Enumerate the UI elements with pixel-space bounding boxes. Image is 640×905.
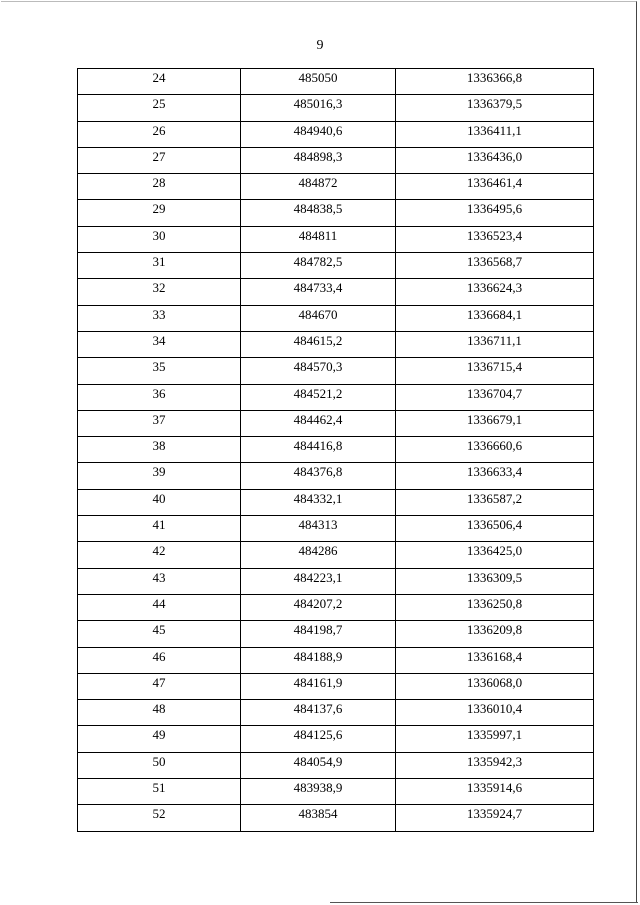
x-coordinate-cell: 484198,7 — [241, 621, 396, 647]
coordinates-table — [77, 68, 594, 832]
y-coordinate-cell: 1336461,4 — [396, 174, 594, 200]
y-coordinate-cell: 1336715,4 — [396, 358, 594, 384]
table-row — [78, 147, 594, 173]
table-row — [78, 516, 594, 542]
x-coordinate-cell: 484223,1 — [241, 568, 396, 594]
point-number-cell: 42 — [78, 542, 241, 568]
x-coordinate-cell: 484286 — [241, 542, 396, 568]
y-coordinate-cell: 1336250,8 — [396, 594, 594, 620]
point-number-cell: 33 — [78, 305, 241, 331]
y-coordinate-cell: 1336209,8 — [396, 621, 594, 647]
x-coordinate-cell: 484872 — [241, 174, 396, 200]
point-number-cell: 47 — [78, 673, 241, 699]
y-coordinate-cell: 1336704,7 — [396, 384, 594, 410]
y-coordinate-cell: 1336633,4 — [396, 463, 594, 489]
x-coordinate-cell: 484811 — [241, 226, 396, 252]
table-row — [78, 489, 594, 515]
y-coordinate-cell: 1336425,0 — [396, 542, 594, 568]
y-coordinate-cell: 1336506,4 — [396, 516, 594, 542]
page-bottom-edge — [330, 902, 638, 903]
coordinates-table-body — [78, 69, 594, 832]
point-number-cell: 52 — [78, 805, 241, 831]
table-row — [78, 200, 594, 226]
y-coordinate-cell: 1336587,2 — [396, 489, 594, 515]
x-coordinate-cell: 484782,5 — [241, 253, 396, 279]
point-number-cell: 49 — [78, 726, 241, 752]
y-coordinate-cell: 1336168,4 — [396, 647, 594, 673]
table-row — [78, 752, 594, 778]
point-number-cell: 28 — [78, 174, 241, 200]
point-number-cell: 27 — [78, 147, 241, 173]
y-coordinate-cell: 1336711,1 — [396, 331, 594, 357]
point-number-cell: 43 — [78, 568, 241, 594]
table-row — [78, 69, 594, 95]
x-coordinate-cell: 484615,2 — [241, 331, 396, 357]
point-number-cell: 45 — [78, 621, 241, 647]
x-coordinate-cell: 484161,9 — [241, 673, 396, 699]
x-coordinate-cell: 483854 — [241, 805, 396, 831]
x-coordinate-cell: 485016,3 — [241, 95, 396, 121]
point-number-cell: 38 — [78, 437, 241, 463]
point-number-cell: 40 — [78, 489, 241, 515]
table-row — [78, 568, 594, 594]
x-coordinate-cell: 484416,8 — [241, 437, 396, 463]
table-row — [78, 121, 594, 147]
point-number-cell: 31 — [78, 253, 241, 279]
x-coordinate-cell: 484570,3 — [241, 358, 396, 384]
point-number-cell: 48 — [78, 700, 241, 726]
point-number-cell: 32 — [78, 279, 241, 305]
y-coordinate-cell: 1336568,7 — [396, 253, 594, 279]
y-coordinate-cell: 1336366,8 — [396, 69, 594, 95]
point-number-cell: 30 — [78, 226, 241, 252]
table-row — [78, 779, 594, 805]
point-number-cell: 50 — [78, 752, 241, 778]
table-row — [78, 647, 594, 673]
x-coordinate-cell: 484207,2 — [241, 594, 396, 620]
y-coordinate-cell: 1336495,6 — [396, 200, 594, 226]
x-coordinate-cell: 484670 — [241, 305, 396, 331]
table-row — [78, 279, 594, 305]
x-coordinate-cell: 485050 — [241, 69, 396, 95]
y-coordinate-cell: 1335942,3 — [396, 752, 594, 778]
y-coordinate-cell: 1336436,0 — [396, 147, 594, 173]
x-coordinate-cell: 484898,3 — [241, 147, 396, 173]
x-coordinate-cell: 484733,4 — [241, 279, 396, 305]
y-coordinate-cell: 1336523,4 — [396, 226, 594, 252]
point-number-cell: 35 — [78, 358, 241, 384]
point-number-cell: 51 — [78, 779, 241, 805]
table-row — [78, 463, 594, 489]
y-coordinate-cell: 1336379,5 — [396, 95, 594, 121]
x-coordinate-cell: 484054,9 — [241, 752, 396, 778]
x-coordinate-cell: 484332,1 — [241, 489, 396, 515]
y-coordinate-cell: 1336679,1 — [396, 410, 594, 436]
table-row — [78, 621, 594, 647]
table-row — [78, 726, 594, 752]
y-coordinate-cell: 1336411,1 — [396, 121, 594, 147]
point-number-cell: 25 — [78, 95, 241, 121]
y-coordinate-cell: 1336624,3 — [396, 279, 594, 305]
page-number: 9 — [316, 38, 324, 53]
table-row — [78, 673, 594, 699]
table-row — [78, 253, 594, 279]
table-row — [78, 437, 594, 463]
y-coordinate-cell: 1335924,7 — [396, 805, 594, 831]
y-coordinate-cell: 1336684,1 — [396, 305, 594, 331]
point-number-cell: 39 — [78, 463, 241, 489]
x-coordinate-cell: 484940,6 — [241, 121, 396, 147]
point-number-cell: 34 — [78, 331, 241, 357]
y-coordinate-cell: 1336010,4 — [396, 700, 594, 726]
x-coordinate-cell: 484313 — [241, 516, 396, 542]
table-row — [78, 305, 594, 331]
y-coordinate-cell: 1335914,6 — [396, 779, 594, 805]
table-row — [78, 331, 594, 357]
point-number-cell: 44 — [78, 594, 241, 620]
x-coordinate-cell: 484521,2 — [241, 384, 396, 410]
x-coordinate-cell: 484462,4 — [241, 410, 396, 436]
table-row — [78, 174, 594, 200]
point-number-cell: 26 — [78, 121, 241, 147]
x-coordinate-cell: 484188,9 — [241, 647, 396, 673]
table-row — [78, 594, 594, 620]
x-coordinate-cell: 484137,6 — [241, 700, 396, 726]
table-row — [78, 226, 594, 252]
point-number-cell: 29 — [78, 200, 241, 226]
x-coordinate-cell: 484376,8 — [241, 463, 396, 489]
point-number-cell: 37 — [78, 410, 241, 436]
table-row — [78, 542, 594, 568]
table-row — [78, 410, 594, 436]
x-coordinate-cell: 484838,5 — [241, 200, 396, 226]
table-row — [78, 384, 594, 410]
y-coordinate-cell: 1335997,1 — [396, 726, 594, 752]
table-row — [78, 700, 594, 726]
table-row — [78, 805, 594, 831]
point-number-cell: 36 — [78, 384, 241, 410]
point-number-cell: 46 — [78, 647, 241, 673]
table-row — [78, 95, 594, 121]
point-number-cell: 41 — [78, 516, 241, 542]
y-coordinate-cell: 1336660,6 — [396, 437, 594, 463]
point-number-cell: 24 — [78, 69, 241, 95]
x-coordinate-cell: 484125,6 — [241, 726, 396, 752]
table-row — [78, 358, 594, 384]
y-coordinate-cell: 1336068,0 — [396, 673, 594, 699]
y-coordinate-cell: 1336309,5 — [396, 568, 594, 594]
x-coordinate-cell: 483938,9 — [241, 779, 396, 805]
